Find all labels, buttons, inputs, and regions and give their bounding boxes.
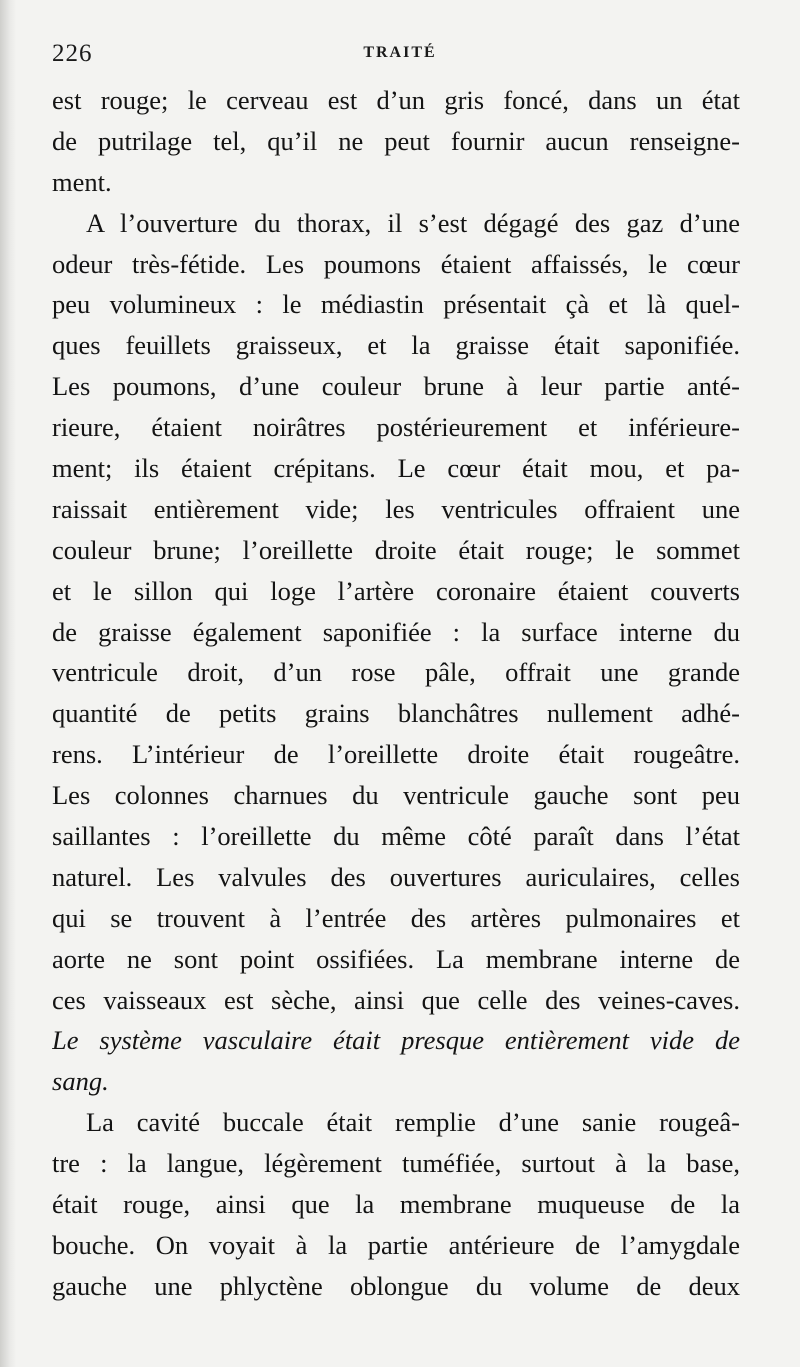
text-line: saillantes : l’oreillette du même côté paraît dans l’état — [52, 821, 740, 852]
text-line: Les poumons, d’une couleur brune à leur partie anté- — [52, 371, 740, 402]
text-line: odeur très-fétide. Les poumons étaient affaissés, le cœur — [52, 248, 740, 279]
text-line: rieure, étaient noirâtres postérieurement et inférieure- — [52, 412, 740, 443]
text-line: ment. — [52, 166, 112, 197]
text-line: rens. L’intérieur de l’oreillette droite était rougeâtre. — [52, 739, 740, 770]
text-line: aorte ne sont point ossifiées. La membrane interne de — [52, 943, 740, 974]
text-line: est rouge; le cerveau est d’un gris foncé, dans un état — [52, 85, 740, 115]
text-line: qui se trouvent à l’entrée des artères pulmonaires et — [52, 902, 740, 933]
running-title: TRAITÉ — [363, 44, 437, 61]
text-line: quantité de petits grains blanchâtres nullement adhé- — [52, 698, 740, 729]
body-text — [52, 80, 740, 1307]
text-line: ques feuillets graisseux, et la graisse était saponifiée. — [52, 330, 740, 361]
text-line: ment; ils étaient crépitans. Le cœur était mou, et pa- — [52, 453, 740, 484]
text-line: de graisse également saponifiée : la surface interne du — [52, 616, 740, 647]
text-line: couleur brune; l’oreillette droite était rouge; le sommet — [52, 534, 740, 565]
text-line: était rouge, ainsi que la membrane muqueuse de la — [52, 1189, 740, 1220]
text-line: naturel. Les valvules des ouvertures auriculaires, celles — [52, 861, 740, 892]
page-number: 226 — [52, 40, 93, 67]
text-line: bouche. On voyait à la partie antérieure de l’amygdale — [52, 1229, 740, 1260]
running-head — [0, 40, 800, 70]
text-line: ces vaisseaux est sèche, ainsi que celle des veines-caves. — [52, 984, 740, 1015]
text-line: sang. — [52, 1066, 109, 1097]
text-line: Le système vasculaire était presque entièrement vide de — [52, 1025, 740, 1056]
text-line: tre : la langue, légèrement tuméfiée, surtout à la base, — [52, 1148, 740, 1179]
page-gutter-shadow — [0, 0, 16, 1367]
text-line: raissait entièrement vide; les ventricules offraient une — [52, 493, 740, 524]
text-line: A l’ouverture du thorax, il s’est dégagé des gaz d’une — [86, 207, 740, 238]
text-line: gauche une phlyctène oblongue du volume de deux — [52, 1270, 740, 1301]
text-line: peu volumineux : le médiastin présentait çà et là quel- — [52, 289, 740, 320]
text-line: ventricule droit, d’un rose pâle, offrait une grande — [52, 657, 740, 688]
text-line: de putrilage tel, qu’il ne peut fournir aucun renseigne- — [52, 125, 740, 156]
text-line: Les colonnes charnues du ventricule gauche sont peu — [52, 780, 740, 811]
text-line: et le sillon qui loge l’artère coronaire étaient couverts — [52, 575, 740, 606]
text-line: La cavité buccale était remplie d’une sanie rougeâ- — [86, 1107, 740, 1138]
